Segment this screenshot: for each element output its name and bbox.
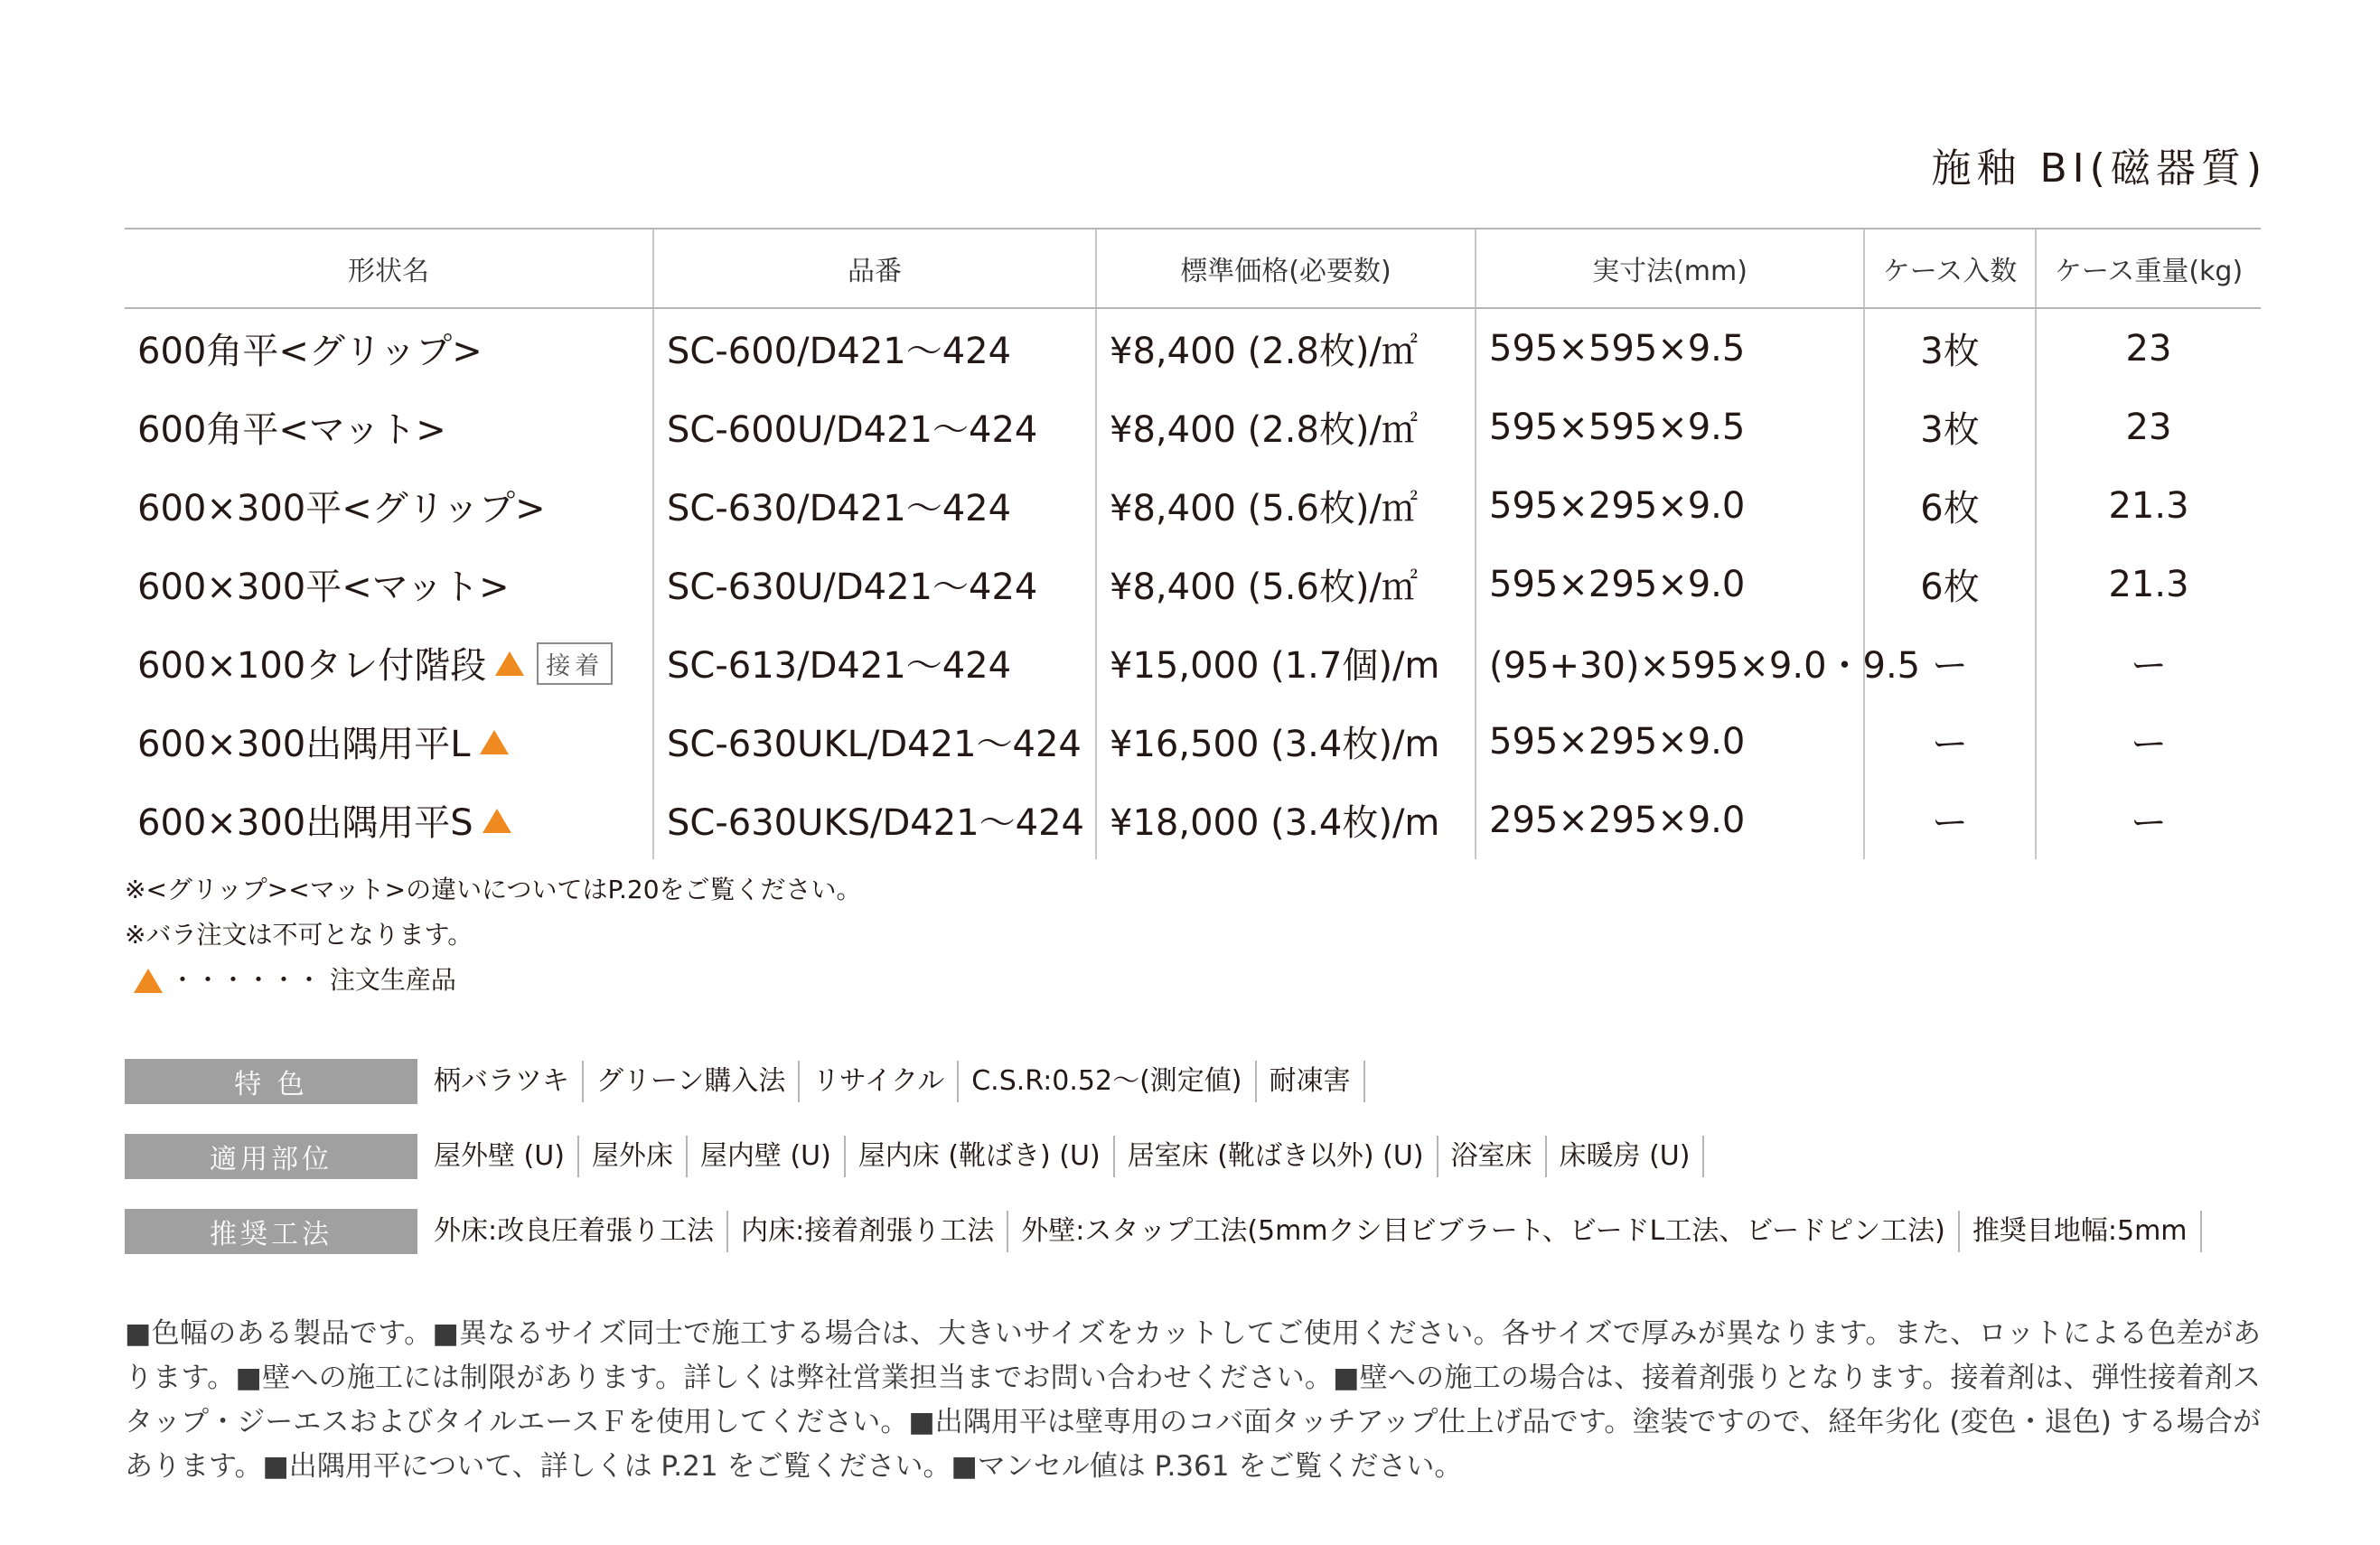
cell-actual-size: 595×295×9.0 (1476, 702, 1864, 781)
cell-standard-price: ¥8,400 (5.6枚)/㎡ (1096, 545, 1476, 623)
cell-product-code: SC-630UKS/D421〜424 (653, 781, 1096, 859)
cell-actual-size: 595×295×9.0 (1476, 466, 1864, 545)
applications-label: 適用部位 (125, 1134, 417, 1179)
cell-case-quantity: ー (1864, 702, 2036, 781)
shape-name: 600×300平<マット> (137, 566, 510, 608)
orange-triangle-icon (483, 809, 511, 833)
table-row (125, 702, 2261, 781)
spec-table (125, 228, 2261, 859)
features-row (125, 1059, 1365, 1104)
note-line: ※<グリップ><マット>の違いについてはP.20をご覧ください。 (125, 875, 862, 904)
notes (125, 867, 862, 1003)
order-legend (125, 958, 862, 1003)
cell-case-weight: 21.3 (2036, 466, 2261, 545)
note-line: ※バラ注文は不可となります。 (125, 920, 473, 950)
cell-standard-price: ¥8,400 (2.8枚)/㎡ (1096, 308, 1476, 388)
cell-product-code: SC-630/D421〜424 (653, 466, 1096, 545)
series-title: 施釉 BⅠ(磁器質) (1931, 145, 2267, 192)
attribute-item: 耐凍害 (1257, 1061, 1365, 1102)
cell-product-code: SC-630U/D421〜424 (653, 545, 1096, 623)
shape-name: 600×300平<グリップ> (137, 488, 546, 529)
cell-case-weight: ー (2036, 702, 2261, 781)
cell-actual-size: 595×595×9.5 (1476, 388, 1864, 466)
attribute-item: 推奨目地幅:5mm (1960, 1211, 2202, 1252)
cell-shape-name (125, 702, 653, 781)
shape-name: 600×100タレ付階段 (137, 645, 487, 687)
attribute-item: 屋内床 (靴ばき) (U) (846, 1136, 1115, 1177)
methods-label: 推奨工法 (125, 1209, 417, 1254)
adhesive-badge: 接着 (537, 642, 613, 685)
cell-case-quantity: 6枚 (1864, 545, 2036, 623)
cell-shape-name (125, 545, 653, 623)
cell-case-weight: ー (2036, 781, 2261, 859)
cell-product-code: SC-600U/D421〜424 (653, 388, 1096, 466)
attribute-item: 居室床 (靴ばき以外) (U) (1115, 1136, 1438, 1177)
cell-shape-name (125, 388, 653, 466)
attribute-item: 屋外床 (579, 1136, 688, 1177)
cell-case-quantity: 6枚 (1864, 466, 2036, 545)
attribute-item: 屋内壁 (U) (688, 1136, 846, 1177)
shape-name: 600×300出隅用平L (137, 724, 471, 765)
cell-case-weight: 21.3 (2036, 545, 2261, 623)
cell-product-code: SC-630UKL/D421〜424 (653, 702, 1096, 781)
cell-shape-name (125, 781, 653, 859)
cell-actual-size: (95+30)×595×9.0・9.5 (1476, 623, 1864, 702)
shape-name: 600角平<マット> (137, 409, 446, 451)
legend-text: ・・・・・・ 注文生産品 (170, 965, 456, 995)
shape-name: 600角平<グリップ> (137, 331, 483, 372)
cell-product-code: SC-600/D421〜424 (653, 308, 1096, 388)
attribute-item: リサイクル (800, 1061, 959, 1102)
table-header-row (125, 229, 2261, 308)
cell-shape-name (125, 466, 653, 545)
header-actual-size: 実寸法(mm) (1476, 229, 1864, 308)
features-items (430, 1061, 1365, 1102)
table-body (125, 308, 2261, 859)
header-case-quantity: ケース入数 (1864, 229, 2036, 308)
footnote: ■色幅のある製品です。■異なるサイズ同士で施工する場合は、大きいサイズをカットしてご使用ください。各サイズで厚みが異なります。また、ロットによる色差があります。■壁への施工には制限があります。詳しくは弊社営業担当までお問い合わせください。■壁への施工の場合は、接着剤張りとなります。接着剤は、弾性接着剤スタップ・ジーエスおよびタイルエースＦを使用してください。■出隅用平は壁専用のコバ面タッチアップ仕上げ品です。塗装ですので、経年劣化 (変色・退色) する場合があります。■出隅用平について、詳しくは P.21 をご覧ください。■マンセル値は P.361 をご覧ください。 (125, 1317, 2261, 1483)
cell-standard-price: ¥15,000 (1.7個)/m (1096, 623, 1476, 702)
cell-case-weight: ー (2036, 623, 2261, 702)
cell-product-code: SC-613/D421〜424 (653, 623, 1096, 702)
cell-standard-price: ¥16,500 (3.4枚)/m (1096, 702, 1476, 781)
cell-case-quantity: ー (1864, 781, 2036, 859)
features-label: 特 色 (125, 1059, 417, 1104)
table-row (125, 308, 2261, 388)
attribute-item: 屋外壁 (U) (430, 1136, 579, 1177)
methods-row (125, 1209, 2202, 1254)
attribute-item: 床暖房 (U) (1547, 1136, 1705, 1177)
attribute-item: 浴室床 (1438, 1136, 1547, 1177)
attribute-item: 外壁:スタップ工法(5mmクシ目ビブラート、ビードL工法、ビードピン工法) (1008, 1211, 1960, 1252)
cell-shape-name (125, 623, 653, 702)
orange-triangle-icon (134, 969, 163, 993)
applications-items (430, 1136, 1704, 1177)
cell-actual-size: 595×295×9.0 (1476, 545, 1864, 623)
table-row (125, 545, 2261, 623)
table-row (125, 623, 2261, 702)
header-standard-price: 標準価格(必要数) (1096, 229, 1476, 308)
orange-triangle-icon (495, 651, 524, 676)
header-shape-name: 形状名 (125, 229, 653, 308)
cell-standard-price: ¥8,400 (5.6枚)/㎡ (1096, 466, 1476, 545)
cell-shape-name (125, 308, 653, 388)
cell-case-quantity: 3枚 (1864, 388, 2036, 466)
attribute-item: C.S.R:0.52〜(測定値) (959, 1061, 1256, 1102)
cell-case-quantity: ー (1864, 623, 2036, 702)
attribute-item: 外床:改良圧着張り工法 (430, 1211, 728, 1252)
methods-items (430, 1211, 2202, 1252)
table-row (125, 466, 2261, 545)
cell-actual-size: 295×295×9.0 (1476, 781, 1864, 859)
attribute-item: 内床:接着剤張り工法 (728, 1211, 1008, 1252)
cell-case-weight: 23 (2036, 308, 2261, 388)
shape-name: 600×300出隅用平S (137, 802, 473, 844)
table-row (125, 781, 2261, 859)
applications-row (125, 1134, 1704, 1179)
cell-case-weight: 23 (2036, 388, 2261, 466)
cell-standard-price: ¥8,400 (2.8枚)/㎡ (1096, 388, 1476, 466)
header-case-weight: ケース重量(kg) (2036, 229, 2261, 308)
attribute-item: グリーン購入法 (584, 1061, 800, 1102)
header-product-code: 品番 (653, 229, 1096, 308)
cell-actual-size: 595×595×9.5 (1476, 308, 1864, 388)
orange-triangle-icon (480, 730, 509, 754)
attribute-item: 柄バラツキ (430, 1061, 584, 1102)
cell-standard-price: ¥18,000 (3.4枚)/m (1096, 781, 1476, 859)
table-row (125, 388, 2261, 466)
cell-case-quantity: 3枚 (1864, 308, 2036, 388)
